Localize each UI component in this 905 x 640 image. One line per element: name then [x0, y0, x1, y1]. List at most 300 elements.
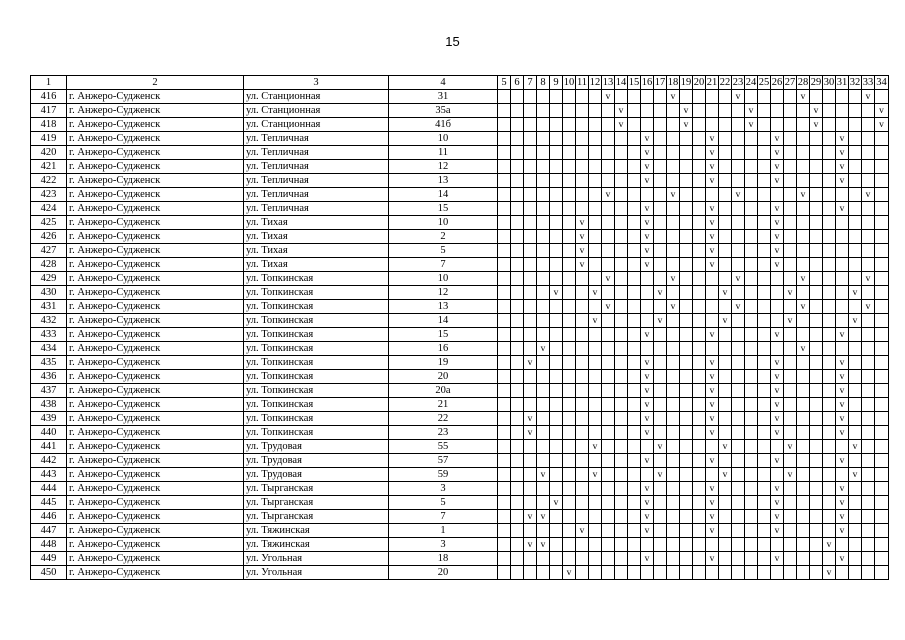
day-cell-12 — [589, 188, 602, 202]
day-cell-22 — [719, 300, 732, 314]
row-number: 424 — [31, 202, 67, 216]
day-cell-30 — [823, 286, 836, 300]
day-cell-12 — [589, 146, 602, 160]
day-cell-29 — [810, 398, 823, 412]
day-cell-25 — [758, 468, 771, 482]
day-cell-9 — [550, 552, 563, 566]
day-mark-26: v — [771, 482, 784, 496]
day-cell-16 — [641, 272, 654, 286]
table-row — [31, 118, 889, 132]
day-cell-12 — [589, 244, 602, 258]
day-cell-24 — [745, 482, 758, 496]
day-cell-33 — [862, 412, 875, 426]
day-cell-22 — [719, 454, 732, 468]
day-mark-31: v — [836, 202, 849, 216]
day-cell-10 — [563, 510, 576, 524]
city-cell: г. Анжеро-Судженск — [67, 230, 244, 244]
day-mark-28: v — [797, 188, 810, 202]
day-cell-10 — [563, 454, 576, 468]
day-cell-7 — [524, 202, 537, 216]
day-cell-23 — [732, 538, 745, 552]
day-mark-18: v — [667, 300, 680, 314]
day-cell-34 — [875, 188, 889, 202]
day-mark-31: v — [836, 174, 849, 188]
house-cell: 57 — [389, 454, 498, 468]
day-cell-29 — [810, 342, 823, 356]
day-cell-10 — [563, 412, 576, 426]
day-cell-12 — [589, 174, 602, 188]
row-number: 439 — [31, 412, 67, 426]
day-cell-33 — [862, 202, 875, 216]
day-cell-14 — [615, 216, 628, 230]
day-cell-14 — [615, 468, 628, 482]
day-mark-17: v — [654, 314, 667, 328]
day-cell-23 — [732, 412, 745, 426]
city-cell: г. Анжеро-Судженск — [67, 566, 244, 580]
header-cell-28: 28 — [797, 76, 809, 88]
house-cell: 1 — [389, 524, 498, 538]
day-cell-15 — [628, 118, 641, 132]
day-cell-27 — [784, 342, 797, 356]
day-cell-19 — [680, 300, 693, 314]
row-number: 450 — [31, 566, 67, 580]
header-cell-11: 11 — [576, 76, 588, 88]
day-cell-17 — [654, 160, 667, 174]
day-cell-27 — [784, 300, 797, 314]
row-number: 448 — [31, 538, 67, 552]
day-cell-23 — [732, 468, 745, 482]
day-cell-21 — [706, 314, 719, 328]
day-cell-10 — [563, 440, 576, 454]
day-cell-22 — [719, 230, 732, 244]
day-cell-15 — [628, 538, 641, 552]
day-cell-13 — [602, 552, 615, 566]
day-mark-21: v — [706, 496, 719, 510]
day-cell-28 — [797, 160, 810, 174]
header-cell-2: 2 — [67, 76, 244, 90]
day-cell-28 — [797, 454, 810, 468]
day-cell-24 — [745, 552, 758, 566]
day-cell-30 — [823, 426, 836, 440]
day-cell-15 — [628, 370, 641, 384]
day-cell-32 — [849, 104, 862, 118]
house-cell: 13 — [389, 300, 498, 314]
day-cell-15 — [628, 174, 641, 188]
day-cell-10 — [563, 426, 576, 440]
row-number: 449 — [31, 552, 67, 566]
day-mark-16: v — [641, 174, 654, 188]
day-cell-19 — [680, 356, 693, 370]
house-cell: 20 — [389, 370, 498, 384]
day-cell-7 — [524, 300, 537, 314]
row-number: 440 — [31, 426, 67, 440]
day-cell-30 — [823, 118, 836, 132]
day-cell-30 — [823, 90, 836, 104]
day-cell-10 — [563, 188, 576, 202]
day-cell-10 — [563, 356, 576, 370]
house-cell: 21 — [389, 398, 498, 412]
day-cell-6 — [511, 384, 524, 398]
day-cell-20 — [693, 314, 706, 328]
day-cell-22 — [719, 426, 732, 440]
day-mark-31: v — [836, 356, 849, 370]
day-cell-24 — [745, 188, 758, 202]
day-cell-34 — [875, 468, 889, 482]
day-cell-21 — [706, 272, 719, 286]
day-cell-9 — [550, 258, 563, 272]
day-cell-20 — [693, 286, 706, 300]
day-cell-30 — [823, 440, 836, 454]
day-cell-9 — [550, 202, 563, 216]
day-cell-15 — [628, 202, 641, 216]
day-cell-18 — [667, 174, 680, 188]
row-number: 436 — [31, 370, 67, 384]
day-cell-22 — [719, 174, 732, 188]
day-mark-11: v — [576, 244, 589, 258]
day-mark-21: v — [706, 132, 719, 146]
day-cell-24 — [745, 244, 758, 258]
day-cell-23 — [732, 216, 745, 230]
day-cell-28 — [797, 440, 810, 454]
day-cell-30 — [823, 412, 836, 426]
day-cell-11 — [576, 468, 589, 482]
day-cell-31 — [836, 216, 849, 230]
day-cell-23 — [732, 524, 745, 538]
day-mark-26: v — [771, 412, 784, 426]
day-cell-30 — [823, 202, 836, 216]
day-cell-32 — [849, 426, 862, 440]
day-cell-34 — [875, 244, 889, 258]
day-cell-12 — [589, 552, 602, 566]
day-cell-20 — [693, 300, 706, 314]
day-cell-19 — [680, 160, 693, 174]
house-cell: 10 — [389, 216, 498, 230]
day-cell-6 — [511, 398, 524, 412]
day-cell-11 — [576, 146, 589, 160]
day-cell-22 — [719, 552, 732, 566]
day-cell-27 — [784, 496, 797, 510]
day-cell-12 — [589, 202, 602, 216]
day-cell-20 — [693, 132, 706, 146]
day-mark-33: v — [862, 272, 875, 286]
day-cell-9 — [550, 118, 563, 132]
day-cell-8 — [537, 160, 550, 174]
day-cell-14 — [615, 146, 628, 160]
table-row — [31, 370, 889, 384]
day-cell-12 — [589, 216, 602, 230]
day-cell-33 — [862, 482, 875, 496]
day-mark-16: v — [641, 384, 654, 398]
day-cell-5 — [498, 356, 511, 370]
table-row — [31, 468, 889, 482]
day-cell-5 — [498, 454, 511, 468]
day-cell-8 — [537, 174, 550, 188]
day-cell-19 — [680, 510, 693, 524]
day-cell-20 — [693, 510, 706, 524]
day-cell-13 — [602, 104, 615, 118]
day-cell-25 — [758, 118, 771, 132]
day-cell-30 — [823, 342, 836, 356]
day-cell-6 — [511, 552, 524, 566]
street-cell: ул. Тихая — [244, 258, 389, 272]
day-cell-34 — [875, 202, 889, 216]
day-cell-23 — [732, 258, 745, 272]
day-cell-20 — [693, 90, 706, 104]
day-cell-17 — [654, 566, 667, 580]
day-cell-7 — [524, 216, 537, 230]
day-cell-12 — [589, 328, 602, 342]
day-cell-24 — [745, 524, 758, 538]
table-row — [31, 510, 889, 524]
day-cell-20 — [693, 160, 706, 174]
table-row — [31, 300, 889, 314]
day-cell-24 — [745, 566, 758, 580]
table-row — [31, 454, 889, 468]
row-number: 426 — [31, 230, 67, 244]
day-cell-22 — [719, 118, 732, 132]
day-cell-18 — [667, 230, 680, 244]
day-cell-33 — [862, 146, 875, 160]
day-mark-16: v — [641, 370, 654, 384]
day-cell-6 — [511, 286, 524, 300]
day-cell-13 — [602, 118, 615, 132]
day-mark-27: v — [784, 286, 797, 300]
street-cell: ул. Топкинская — [244, 384, 389, 398]
day-cell-30 — [823, 174, 836, 188]
day-cell-20 — [693, 216, 706, 230]
day-cell-5 — [498, 104, 511, 118]
day-cell-14 — [615, 370, 628, 384]
day-cell-7 — [524, 384, 537, 398]
day-cell-8 — [537, 370, 550, 384]
header-cell-9: 9 — [550, 76, 563, 90]
day-mark-26: v — [771, 552, 784, 566]
day-cell-5 — [498, 552, 511, 566]
day-cell-27 — [784, 272, 797, 286]
street-cell: ул. Тырганская — [244, 482, 389, 496]
day-cell-33 — [862, 258, 875, 272]
day-cell-23 — [732, 160, 745, 174]
day-cell-28 — [797, 118, 810, 132]
day-mark-24: v — [745, 104, 758, 118]
day-cell-34 — [875, 496, 889, 510]
day-cell-11 — [576, 370, 589, 384]
day-cell-31 — [836, 272, 849, 286]
day-cell-18 — [667, 524, 680, 538]
day-cell-16 — [641, 342, 654, 356]
day-cell-17 — [654, 132, 667, 146]
day-cell-11 — [576, 412, 589, 426]
day-cell-33 — [862, 524, 875, 538]
day-cell-27 — [784, 174, 797, 188]
day-cell-5 — [498, 468, 511, 482]
day-cell-27 — [784, 426, 797, 440]
header-cell-3: 3 — [244, 76, 389, 90]
day-cell-13 — [602, 538, 615, 552]
day-cell-11 — [576, 426, 589, 440]
day-cell-16 — [641, 538, 654, 552]
day-cell-28 — [797, 356, 810, 370]
day-cell-30 — [823, 258, 836, 272]
day-cell-11 — [576, 510, 589, 524]
day-mark-23: v — [732, 300, 745, 314]
day-cell-24 — [745, 468, 758, 482]
header-cell-12: 12 — [589, 76, 601, 88]
day-cell-18 — [667, 496, 680, 510]
day-mark-26: v — [771, 258, 784, 272]
day-cell-25 — [758, 146, 771, 160]
day-cell-29 — [810, 454, 823, 468]
day-cell-13 — [602, 496, 615, 510]
day-cell-29 — [810, 552, 823, 566]
day-cell-24 — [745, 342, 758, 356]
day-cell-8 — [537, 496, 550, 510]
day-cell-21 — [706, 286, 719, 300]
day-cell-13 — [602, 216, 615, 230]
day-cell-6 — [511, 566, 524, 580]
city-cell: г. Анжеро-Судженск — [67, 342, 244, 356]
day-mark-12: v — [589, 314, 602, 328]
day-mark-22: v — [719, 314, 732, 328]
day-cell-5 — [498, 216, 511, 230]
day-mark-34: v — [875, 118, 889, 132]
day-cell-11 — [576, 174, 589, 188]
day-mark-23: v — [732, 272, 745, 286]
day-cell-6 — [511, 174, 524, 188]
day-cell-11 — [576, 300, 589, 314]
day-cell-19 — [680, 440, 693, 454]
day-cell-14 — [615, 454, 628, 468]
row-number: 446 — [31, 510, 67, 524]
day-cell-14 — [615, 314, 628, 328]
day-mark-33: v — [862, 300, 875, 314]
day-cell-7 — [524, 440, 537, 454]
day-cell-27 — [784, 90, 797, 104]
day-cell-9 — [550, 188, 563, 202]
day-mark-17: v — [654, 286, 667, 300]
day-cell-14 — [615, 258, 628, 272]
day-cell-27 — [784, 538, 797, 552]
day-mark-27: v — [784, 468, 797, 482]
day-cell-24 — [745, 300, 758, 314]
day-cell-13 — [602, 146, 615, 160]
day-cell-8 — [537, 566, 550, 580]
day-cell-18 — [667, 146, 680, 160]
day-cell-32 — [849, 90, 862, 104]
day-cell-9 — [550, 524, 563, 538]
day-cell-19 — [680, 426, 693, 440]
day-cell-23 — [732, 356, 745, 370]
day-cell-10 — [563, 160, 576, 174]
day-cell-15 — [628, 146, 641, 160]
day-cell-11 — [576, 202, 589, 216]
day-cell-34 — [875, 370, 889, 384]
row-number: 416 — [31, 90, 67, 104]
day-cell-19 — [680, 538, 693, 552]
day-cell-28 — [797, 552, 810, 566]
day-cell-25 — [758, 258, 771, 272]
day-cell-9 — [550, 454, 563, 468]
day-cell-5 — [498, 496, 511, 510]
day-cell-13 — [602, 370, 615, 384]
day-cell-18 — [667, 482, 680, 496]
day-cell-27 — [784, 160, 797, 174]
day-mark-16: v — [641, 356, 654, 370]
house-cell: 3 — [389, 538, 498, 552]
day-cell-28 — [797, 370, 810, 384]
day-cell-34 — [875, 272, 889, 286]
street-cell: ул. Тепличная — [244, 146, 389, 160]
day-cell-34 — [875, 328, 889, 342]
day-cell-14 — [615, 90, 628, 104]
day-cell-14 — [615, 132, 628, 146]
street-cell: ул. Топкинская — [244, 300, 389, 314]
day-cell-33 — [862, 314, 875, 328]
day-cell-22 — [719, 272, 732, 286]
day-cell-5 — [498, 412, 511, 426]
day-cell-12 — [589, 566, 602, 580]
city-cell: г. Анжеро-Судженск — [67, 482, 244, 496]
day-cell-6 — [511, 118, 524, 132]
day-cell-33 — [862, 328, 875, 342]
day-cell-15 — [628, 412, 641, 426]
day-cell-23 — [732, 174, 745, 188]
day-cell-5 — [498, 538, 511, 552]
day-cell-22 — [719, 538, 732, 552]
day-cell-10 — [563, 104, 576, 118]
day-cell-10 — [563, 230, 576, 244]
street-cell: ул. Тепличная — [244, 160, 389, 174]
day-mark-11: v — [576, 216, 589, 230]
city-cell: г. Анжеро-Судженск — [67, 454, 244, 468]
day-cell-12 — [589, 272, 602, 286]
day-cell-18 — [667, 440, 680, 454]
day-cell-25 — [758, 188, 771, 202]
day-cell-15 — [628, 160, 641, 174]
day-cell-14 — [615, 244, 628, 258]
day-cell-32 — [849, 272, 862, 286]
house-cell: 20а — [389, 384, 498, 398]
street-cell: ул. Тепличная — [244, 188, 389, 202]
day-cell-34 — [875, 314, 889, 328]
day-cell-12 — [589, 412, 602, 426]
day-cell-5 — [498, 132, 511, 146]
street-cell: ул. Станционная — [244, 104, 389, 118]
day-cell-19 — [680, 132, 693, 146]
day-cell-27 — [784, 524, 797, 538]
day-cell-21 — [706, 440, 719, 454]
house-cell: 16 — [389, 342, 498, 356]
day-cell-7 — [524, 314, 537, 328]
city-cell: г. Анжеро-Судженск — [67, 496, 244, 510]
day-cell-13 — [602, 482, 615, 496]
day-cell-32 — [849, 230, 862, 244]
house-cell: 15 — [389, 202, 498, 216]
day-cell-15 — [628, 286, 641, 300]
day-cell-32 — [849, 524, 862, 538]
day-mark-18: v — [667, 90, 680, 104]
day-cell-10 — [563, 552, 576, 566]
day-cell-33 — [862, 342, 875, 356]
house-cell: 5 — [389, 244, 498, 258]
city-cell: г. Анжеро-Судженск — [67, 426, 244, 440]
table-row — [31, 356, 889, 370]
day-mark-7: v — [524, 412, 537, 426]
day-cell-12 — [589, 524, 602, 538]
day-mark-19: v — [680, 118, 693, 132]
day-mark-16: v — [641, 230, 654, 244]
day-cell-12 — [589, 300, 602, 314]
